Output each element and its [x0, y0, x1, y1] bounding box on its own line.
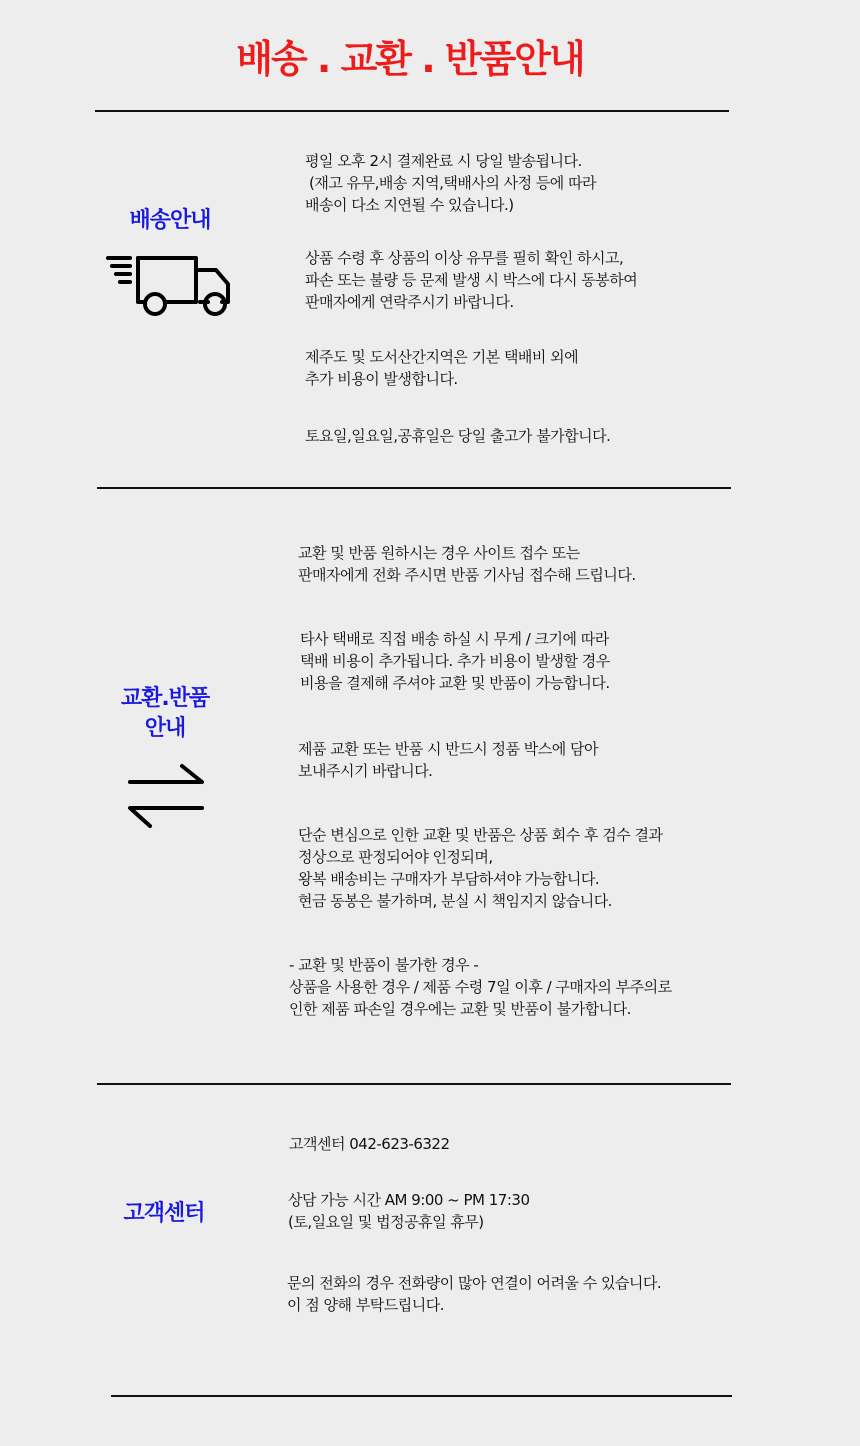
divider — [97, 487, 731, 489]
exchange-change-of-mind: 단순 변심으로 인한 교환 및 반품은 상품 회수 후 검수 결과 정상으로 판정되어야 인정되며, 왕복 배송비는 구매자가 부담하셔야 가능합니다. 현금 동봉은 불가하며, 분실 시 책임지지 않습니다. — [298, 826, 663, 910]
shipping-jeju: 제주도 및 도서산간지역은 기본 택배비 외에 추가 비용이 발생합니다. — [305, 348, 579, 388]
shipping-same-day: 평일 오후 2시 결제완료 시 당일 발송됩니다. (재고 유무,배송 지역,택배사의 사정 등에 따라 배송이 다소 지연될 수 있습니다.) — [305, 152, 597, 214]
exchange-other-courier: 타사 택배로 직접 배송 하실 시 무게 / 크기에 따라 택배 비용이 추가됩니다. 추가 비용이 발생할 경우 비용을 결제해 주셔야 교환 및 반품이 가능합니다. — [300, 630, 610, 692]
shipping-weekend: 토요일,일요일,공휴일은 당일 출고가 불가합니다. — [305, 427, 611, 445]
customer-section-label: 고객센터 — [123, 1201, 205, 1226]
exchange-request: 교환 및 반품 원하시는 경우 사이트 접수 또는 판매자에게 전화 주시면 반품 기사님 접수해 드립니다. — [298, 544, 636, 584]
exchange-section-label: 교환.반품 안내 — [120, 686, 210, 741]
divider — [111, 1395, 732, 1397]
exchange-arrows-icon — [126, 760, 206, 832]
exchange-original-box: 제품 교환 또는 반품 시 반드시 정품 박스에 담아 보내주시기 바랍니다. — [298, 740, 598, 780]
shipping-section-label: 배송안내 — [129, 208, 211, 233]
delivery-truck-icon — [104, 252, 234, 320]
divider — [97, 1083, 731, 1085]
customer-phone: 고객센터 042-623-6322 — [289, 1135, 450, 1153]
exchange-not-allowed: - 교환 및 반품이 불가한 경우 - 상품을 사용한 경우 / 제품 수령 7일 이후 / 구매자의 부주의로 인한 제품 파손일 경우에는 교환 및 반품이 불가합니다. — [289, 956, 672, 1018]
shipping-check-product: 상품 수령 후 상품의 이상 유무를 필히 확인 하시고, 파손 또는 불량 등 문제 발생 시 박스에 다시 동봉하여 판매자에게 연락주시기 바랍니다. — [305, 249, 638, 311]
customer-hours: 상담 가능 시간 AM 9:00 ~ PM 17:30 (토,일요일 및 법정공휴일 휴무) — [288, 1191, 530, 1231]
customer-notice: 문의 전화의 경우 전화량이 많아 연결이 어려울 수 있습니다. 이 점 양해 부탁드립니다. — [287, 1274, 662, 1314]
divider — [95, 110, 729, 112]
page-title: 배송 . 교환 . 반품안내 — [236, 37, 584, 81]
